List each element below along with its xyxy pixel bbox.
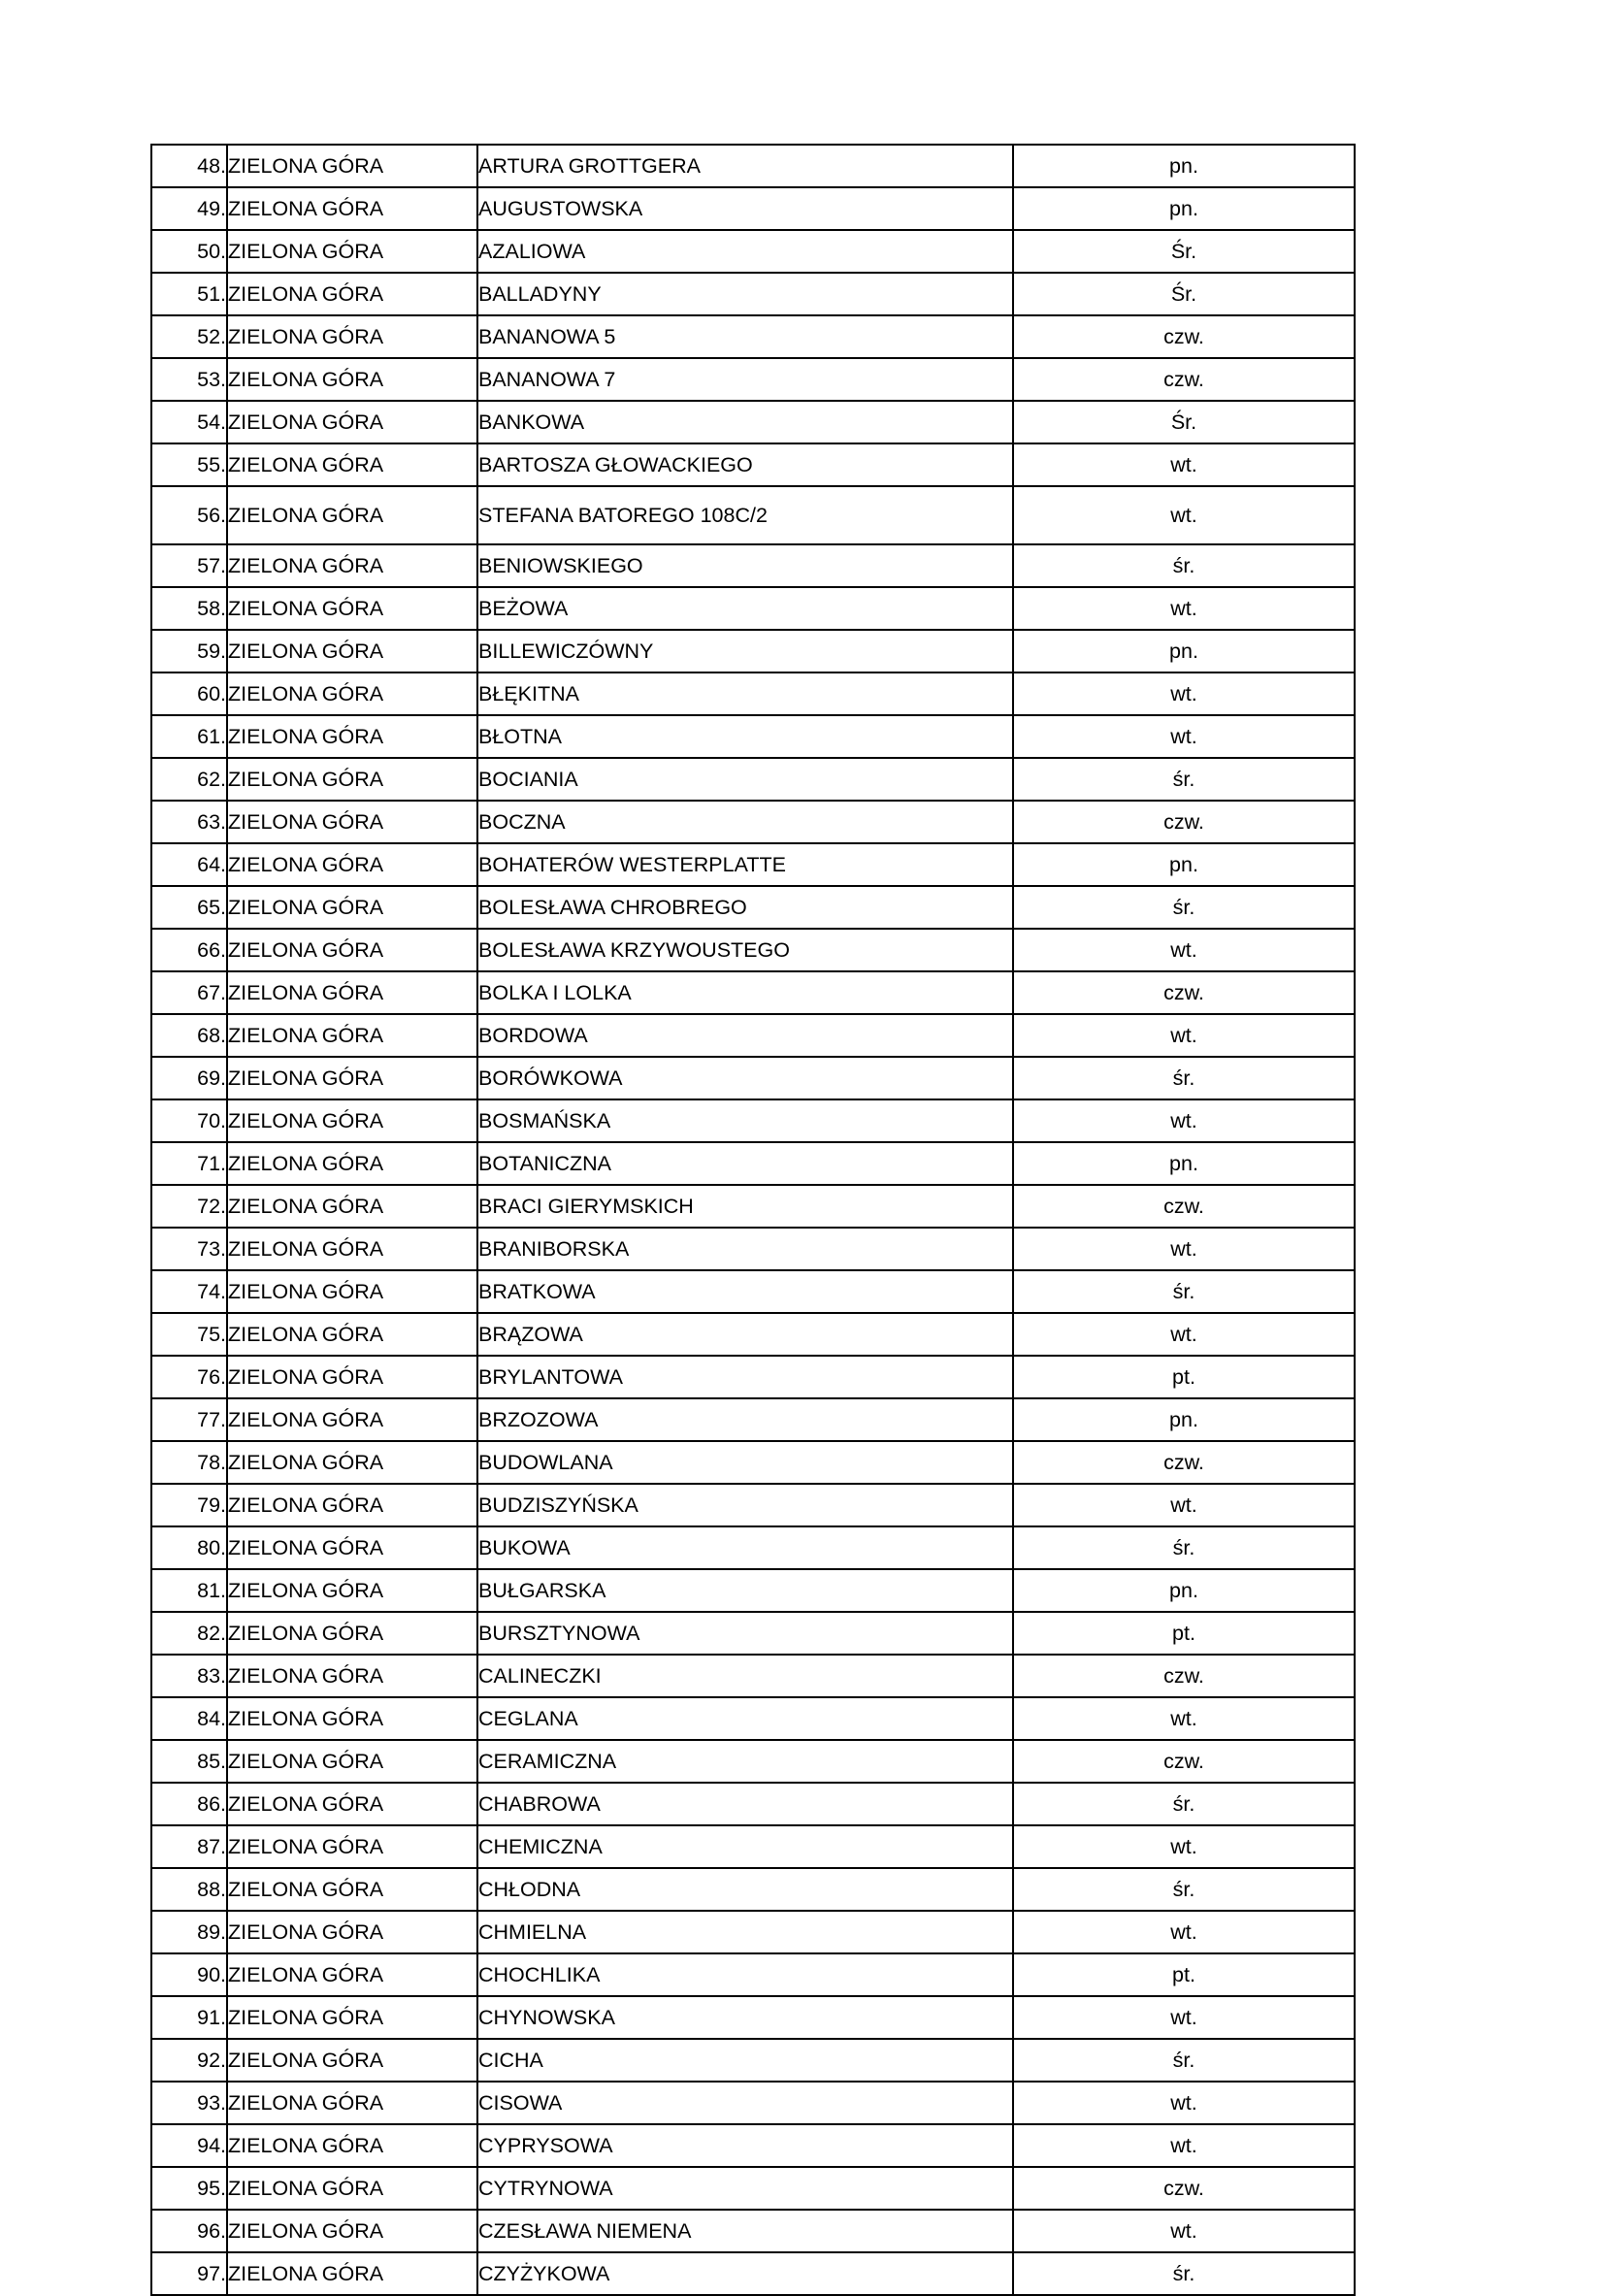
table-cell-num: 49. (151, 187, 227, 230)
table-cell-day: pn. (1013, 145, 1355, 187)
table-cell-num: 65. (151, 886, 227, 929)
table-row (151, 358, 1355, 401)
table-row (151, 1441, 1355, 1484)
table-cell-day: czw. (1013, 1185, 1355, 1228)
table-row (151, 758, 1355, 801)
table-cell-num: 79. (151, 1484, 227, 1526)
table-cell-city: ZIELONA GÓRA (227, 315, 477, 358)
table-cell-num: 71. (151, 1142, 227, 1185)
table-row (151, 187, 1355, 230)
table-cell-name: CHOCHLIKA (477, 1953, 1013, 1996)
table-cell-name: BENIOWSKIEGO (477, 544, 1013, 587)
table-cell-name: BANANOWA 7 (477, 358, 1013, 401)
table-cell-num: 69. (151, 1057, 227, 1099)
table-row (151, 1740, 1355, 1783)
table-cell-num: 78. (151, 1441, 227, 1484)
table-cell-city: ZIELONA GÓRA (227, 1484, 477, 1526)
table-row (151, 1313, 1355, 1356)
table-cell-city: ZIELONA GÓRA (227, 273, 477, 315)
table-cell-day: Śr. (1013, 230, 1355, 273)
table-cell-name: BALLADYNY (477, 273, 1013, 315)
table-cell-day: pn. (1013, 843, 1355, 886)
table-cell-day: wt. (1013, 1996, 1355, 2039)
table-row (151, 630, 1355, 672)
table-row (151, 929, 1355, 971)
table-cell-name: BUDOWLANA (477, 1441, 1013, 1484)
table-cell-day: śr. (1013, 1057, 1355, 1099)
street-schedule-table-wrapper (150, 144, 1354, 2296)
table-cell-city: ZIELONA GÓRA (227, 401, 477, 443)
table-cell-city: ZIELONA GÓRA (227, 1953, 477, 1996)
table-row (151, 2082, 1355, 2124)
table-cell-num: 82. (151, 1612, 227, 1655)
table-cell-num: 50. (151, 230, 227, 273)
table-cell-name: CHŁODNA (477, 1868, 1013, 1911)
table-row (151, 1612, 1355, 1655)
table-row (151, 1697, 1355, 1740)
table-cell-city: ZIELONA GÓRA (227, 1825, 477, 1868)
table-cell-city: ZIELONA GÓRA (227, 801, 477, 843)
table-cell-num: 70. (151, 1099, 227, 1142)
table-row (151, 2167, 1355, 2210)
table-cell-day: wt. (1013, 2210, 1355, 2252)
table-cell-num: 72. (151, 1185, 227, 1228)
table-cell-city: ZIELONA GÓRA (227, 1014, 477, 1057)
table-cell-num: 51. (151, 273, 227, 315)
table-cell-day: czw. (1013, 1740, 1355, 1783)
table-cell-num: 59. (151, 630, 227, 672)
table-cell-name: BORDOWA (477, 1014, 1013, 1057)
table-cell-num: 58. (151, 587, 227, 630)
table-cell-day: śr. (1013, 758, 1355, 801)
table-cell-city: ZIELONA GÓRA (227, 1868, 477, 1911)
table-row (151, 1356, 1355, 1398)
table-cell-day: wt. (1013, 672, 1355, 715)
table-cell-num: 93. (151, 2082, 227, 2124)
table-row (151, 2039, 1355, 2082)
table-row (151, 1270, 1355, 1313)
table-cell-day: wt. (1013, 587, 1355, 630)
table-cell-num: 56. (151, 486, 227, 544)
table-cell-city: ZIELONA GÓRA (227, 843, 477, 886)
table-row (151, 1868, 1355, 1911)
table-cell-num: 85. (151, 1740, 227, 1783)
table-cell-num: 63. (151, 801, 227, 843)
table-cell-num: 96. (151, 2210, 227, 2252)
table-cell-name: ARTURA GROTTGERA (477, 145, 1013, 187)
table-row (151, 230, 1355, 273)
table-cell-name: BOHATERÓW WESTERPLATTE (477, 843, 1013, 886)
table-cell-num: 90. (151, 1953, 227, 1996)
table-row (151, 1825, 1355, 1868)
table-row (151, 971, 1355, 1014)
table-cell-num: 62. (151, 758, 227, 801)
table-row (151, 315, 1355, 358)
table-cell-day: pn. (1013, 1569, 1355, 1612)
table-cell-name: BUKOWA (477, 1526, 1013, 1569)
table-cell-num: 48. (151, 145, 227, 187)
table-cell-day: śr. (1013, 1868, 1355, 1911)
table-cell-name: BRYLANTOWA (477, 1356, 1013, 1398)
table-cell-day: czw. (1013, 358, 1355, 401)
table-cell-name: CALINECZKI (477, 1655, 1013, 1697)
table-cell-num: 76. (151, 1356, 227, 1398)
table-cell-name: BOLKA I LOLKA (477, 971, 1013, 1014)
table-cell-name: BOLESŁAWA KRZYWOUSTEGO (477, 929, 1013, 971)
table-cell-city: ZIELONA GÓRA (227, 2082, 477, 2124)
table-cell-num: 97. (151, 2252, 227, 2295)
table-cell-city: ZIELONA GÓRA (227, 1697, 477, 1740)
table-cell-name: BRĄZOWA (477, 1313, 1013, 1356)
table-cell-name: BRZOZOWA (477, 1398, 1013, 1441)
table-cell-name: BRACI GIERYMSKICH (477, 1185, 1013, 1228)
table-cell-num: 83. (151, 1655, 227, 1697)
table-cell-day: czw. (1013, 1655, 1355, 1697)
table-cell-num: 86. (151, 1783, 227, 1825)
table-row (151, 672, 1355, 715)
table-cell-city: ZIELONA GÓRA (227, 971, 477, 1014)
table-cell-num: 87. (151, 1825, 227, 1868)
table-cell-name: BANKOWA (477, 401, 1013, 443)
table-cell-day: śr. (1013, 886, 1355, 929)
table-cell-day: wt. (1013, 1099, 1355, 1142)
table-cell-day: pn. (1013, 1398, 1355, 1441)
table-cell-city: ZIELONA GÓRA (227, 630, 477, 672)
street-schedule-table-body (151, 145, 1355, 2295)
table-cell-city: ZIELONA GÓRA (227, 544, 477, 587)
table-cell-city: ZIELONA GÓRA (227, 187, 477, 230)
table-row (151, 401, 1355, 443)
table-cell-num: 66. (151, 929, 227, 971)
table-cell-city: ZIELONA GÓRA (227, 2124, 477, 2167)
table-row (151, 1526, 1355, 1569)
table-cell-city: ZIELONA GÓRA (227, 1740, 477, 1783)
table-cell-day: czw. (1013, 801, 1355, 843)
table-cell-num: 77. (151, 1398, 227, 1441)
table-row (151, 1996, 1355, 2039)
table-cell-day: wt. (1013, 1484, 1355, 1526)
table-row (151, 1014, 1355, 1057)
table-row (151, 1655, 1355, 1697)
table-cell-city: ZIELONA GÓRA (227, 145, 477, 187)
table-cell-city: ZIELONA GÓRA (227, 929, 477, 971)
table-cell-day: pt. (1013, 1356, 1355, 1398)
table-row (151, 2252, 1355, 2295)
table-cell-num: 74. (151, 1270, 227, 1313)
table-cell-num: 57. (151, 544, 227, 587)
table-cell-name: CYPRYSOWA (477, 2124, 1013, 2167)
table-cell-day: śr. (1013, 2039, 1355, 2082)
table-cell-name: AUGUSTOWSKA (477, 187, 1013, 230)
table-row (151, 801, 1355, 843)
street-schedule-table (150, 144, 1356, 2296)
table-row (151, 273, 1355, 315)
table-cell-day: czw. (1013, 2167, 1355, 2210)
table-cell-name: CERAMICZNA (477, 1740, 1013, 1783)
table-cell-city: ZIELONA GÓRA (227, 358, 477, 401)
table-cell-city: ZIELONA GÓRA (227, 2210, 477, 2252)
table-cell-city: ZIELONA GÓRA (227, 1142, 477, 1185)
table-cell-num: 67. (151, 971, 227, 1014)
table-cell-num: 89. (151, 1911, 227, 1953)
table-cell-day: pn. (1013, 630, 1355, 672)
table-row (151, 1953, 1355, 1996)
table-cell-day: Śr. (1013, 273, 1355, 315)
table-cell-name: BŁĘKITNA (477, 672, 1013, 715)
table-cell-name: CHEMICZNA (477, 1825, 1013, 1868)
table-cell-num: 53. (151, 358, 227, 401)
table-cell-day: czw. (1013, 971, 1355, 1014)
table-row (151, 486, 1355, 544)
table-cell-city: ZIELONA GÓRA (227, 1911, 477, 1953)
table-cell-name: CICHA (477, 2039, 1013, 2082)
table-cell-day: Śr. (1013, 401, 1355, 443)
table-cell-city: ZIELONA GÓRA (227, 1441, 477, 1484)
table-row (151, 1142, 1355, 1185)
table-cell-city: ZIELONA GÓRA (227, 1356, 477, 1398)
table-cell-name: BOTANICZNA (477, 1142, 1013, 1185)
table-cell-city: ZIELONA GÓRA (227, 587, 477, 630)
table-cell-day: śr. (1013, 544, 1355, 587)
table-cell-day: wt. (1013, 443, 1355, 486)
table-cell-name: BRATKOWA (477, 1270, 1013, 1313)
table-cell-city: ZIELONA GÓRA (227, 715, 477, 758)
table-cell-day: wt. (1013, 1697, 1355, 1740)
table-cell-name: CEGLANA (477, 1697, 1013, 1740)
table-cell-name: CZYŻYKOWA (477, 2252, 1013, 2295)
table-cell-city: ZIELONA GÓRA (227, 758, 477, 801)
table-cell-num: 94. (151, 2124, 227, 2167)
table-cell-day: wt. (1013, 1313, 1355, 1356)
table-cell-name: STEFANA BATOREGO 108C/2 (477, 486, 1013, 544)
table-cell-day: czw. (1013, 1441, 1355, 1484)
table-cell-day: wt. (1013, 715, 1355, 758)
table-cell-day: czw. (1013, 315, 1355, 358)
table-cell-day: wt. (1013, 1014, 1355, 1057)
table-cell-day: pt. (1013, 1612, 1355, 1655)
table-cell-name: BOLESŁAWA CHROBREGO (477, 886, 1013, 929)
table-cell-day: wt. (1013, 929, 1355, 971)
table-cell-day: śr. (1013, 1526, 1355, 1569)
table-cell-city: ZIELONA GÓRA (227, 1996, 477, 2039)
table-cell-num: 60. (151, 672, 227, 715)
table-cell-num: 64. (151, 843, 227, 886)
table-row (151, 1911, 1355, 1953)
table-row (151, 1228, 1355, 1270)
table-cell-num: 92. (151, 2039, 227, 2082)
table-cell-city: ZIELONA GÓRA (227, 2039, 477, 2082)
table-cell-city: ZIELONA GÓRA (227, 1228, 477, 1270)
table-cell-day: wt. (1013, 1825, 1355, 1868)
table-cell-num: 80. (151, 1526, 227, 1569)
table-row (151, 1057, 1355, 1099)
table-cell-city: ZIELONA GÓRA (227, 1612, 477, 1655)
table-cell-day: śr. (1013, 1783, 1355, 1825)
table-cell-name: BOCIANIA (477, 758, 1013, 801)
table-cell-name: CHABROWA (477, 1783, 1013, 1825)
table-row (151, 1185, 1355, 1228)
table-cell-num: 84. (151, 1697, 227, 1740)
table-cell-city: ZIELONA GÓRA (227, 886, 477, 929)
table-row (151, 145, 1355, 187)
table-cell-name: BEŻOWA (477, 587, 1013, 630)
table-row (151, 1569, 1355, 1612)
table-cell-day: wt. (1013, 1911, 1355, 1953)
table-cell-day: śr. (1013, 2252, 1355, 2295)
table-cell-name: BUDZISZYŃSKA (477, 1484, 1013, 1526)
table-cell-name: BARTOSZA GŁOWACKIEGO (477, 443, 1013, 486)
table-row (151, 443, 1355, 486)
table-cell-day: wt. (1013, 2082, 1355, 2124)
table-cell-name: BOCZNA (477, 801, 1013, 843)
table-cell-city: ZIELONA GÓRA (227, 230, 477, 273)
table-cell-num: 54. (151, 401, 227, 443)
table-row (151, 715, 1355, 758)
table-cell-day: pt. (1013, 1953, 1355, 1996)
table-cell-city: ZIELONA GÓRA (227, 1398, 477, 1441)
table-cell-name: CISOWA (477, 2082, 1013, 2124)
table-cell-city: ZIELONA GÓRA (227, 443, 477, 486)
table-row (151, 886, 1355, 929)
table-cell-city: ZIELONA GÓRA (227, 1569, 477, 1612)
table-cell-day: wt. (1013, 1228, 1355, 1270)
table-cell-num: 61. (151, 715, 227, 758)
table-cell-num: 95. (151, 2167, 227, 2210)
table-row (151, 544, 1355, 587)
table-cell-name: BILLEWICZÓWNY (477, 630, 1013, 672)
table-cell-city: ZIELONA GÓRA (227, 672, 477, 715)
table-cell-num: 55. (151, 443, 227, 486)
table-cell-name: BURSZTYNOWA (477, 1612, 1013, 1655)
table-cell-city: ZIELONA GÓRA (227, 1655, 477, 1697)
table-cell-name: CHMIELNA (477, 1911, 1013, 1953)
table-row (151, 1783, 1355, 1825)
table-cell-num: 88. (151, 1868, 227, 1911)
table-cell-name: CYTRYNOWA (477, 2167, 1013, 2210)
table-cell-city: ZIELONA GÓRA (227, 1526, 477, 1569)
table-cell-num: 75. (151, 1313, 227, 1356)
table-cell-day: wt. (1013, 2124, 1355, 2167)
table-row (151, 843, 1355, 886)
table-cell-name: AZALIOWA (477, 230, 1013, 273)
table-cell-city: ZIELONA GÓRA (227, 2252, 477, 2295)
table-cell-name: BUŁGARSKA (477, 1569, 1013, 1612)
table-cell-city: ZIELONA GÓRA (227, 1185, 477, 1228)
table-cell-city: ZIELONA GÓRA (227, 1057, 477, 1099)
table-cell-num: 81. (151, 1569, 227, 1612)
table-cell-num: 73. (151, 1228, 227, 1270)
table-cell-num: 91. (151, 1996, 227, 2039)
table-cell-city: ZIELONA GÓRA (227, 1099, 477, 1142)
table-cell-name: BANANOWA 5 (477, 315, 1013, 358)
table-cell-num: 68. (151, 1014, 227, 1057)
table-cell-day: pn. (1013, 187, 1355, 230)
table-row (151, 1099, 1355, 1142)
table-cell-city: ZIELONA GÓRA (227, 1270, 477, 1313)
table-cell-city: ZIELONA GÓRA (227, 2167, 477, 2210)
table-cell-num: 52. (151, 315, 227, 358)
table-cell-city: ZIELONA GÓRA (227, 1313, 477, 1356)
table-cell-name: BŁOTNA (477, 715, 1013, 758)
table-row (151, 2124, 1355, 2167)
table-cell-name: BRANIBORSKA (477, 1228, 1013, 1270)
table-cell-name: CZESŁAWA NIEMENA (477, 2210, 1013, 2252)
table-cell-name: CHYNOWSKA (477, 1996, 1013, 2039)
table-cell-city: ZIELONA GÓRA (227, 1783, 477, 1825)
table-cell-name: BOSMAŃSKA (477, 1099, 1013, 1142)
table-cell-day: śr. (1013, 1270, 1355, 1313)
table-cell-day: wt. (1013, 486, 1355, 544)
table-row (151, 587, 1355, 630)
table-cell-city: ZIELONA GÓRA (227, 486, 477, 544)
table-cell-day: pn. (1013, 1142, 1355, 1185)
table-cell-name: BORÓWKOWA (477, 1057, 1013, 1099)
table-row (151, 1398, 1355, 1441)
table-row (151, 2210, 1355, 2252)
table-row (151, 1484, 1355, 1526)
